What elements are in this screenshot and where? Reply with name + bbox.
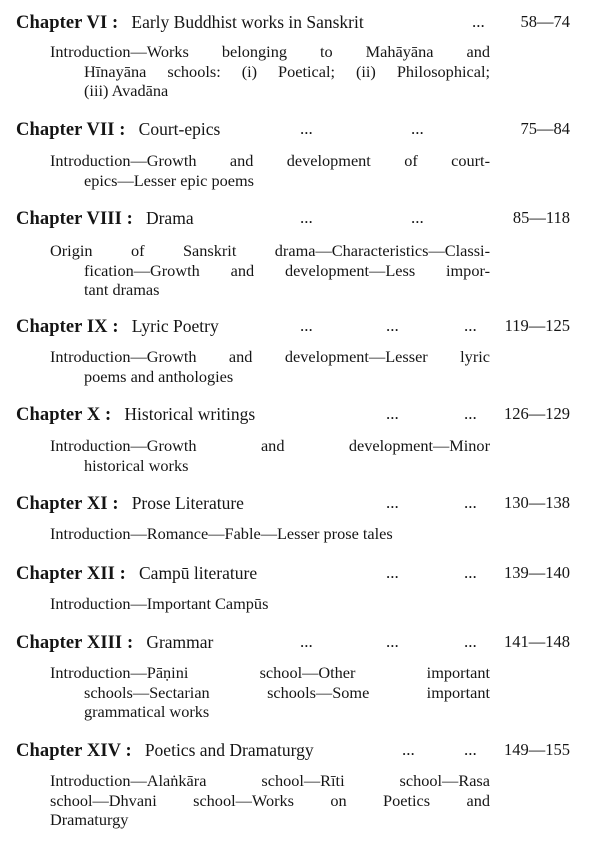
chapter-label: Chapter XIII : [16,633,134,653]
chapter-description [50,347,490,386]
page-range: 130—138 [504,493,570,512]
chapter-description [50,663,490,722]
leader-dots: ... [464,404,477,423]
description-line: epics—Lesser epic poems [84,170,254,190]
description-line: Introduction—Growth and development—Minor [50,436,490,455]
page-range: 141—148 [504,632,570,651]
description-line: Introduction—Alaṅkāra school—Rīti school—Rasa [50,771,490,790]
page-range: 126—129 [504,404,570,423]
page-range: 75—84 [520,119,570,138]
chapter-label: Chapter IX : [16,317,119,337]
chapter-description [50,594,490,614]
description-line: Introduction—Growth and development of court- [50,151,490,170]
description-line: Introduction—Growth and development—Lesser lyric [50,347,490,366]
chapter-label: Chapter VIII : [16,209,133,229]
chapter-title: Court-epics [138,119,221,139]
chapter-description [50,151,490,190]
chapter-heading-row [16,563,590,587]
chapter-description [50,771,490,830]
leader-dots: ... [300,316,313,335]
leader-dots: ... [386,493,399,512]
description-line: Dramaturgy [50,810,129,829]
leader-dots: ... [464,740,477,759]
description-line: schools—Sectarian schools—Some important [84,682,490,702]
description-line: poems and anthologies [84,366,234,386]
leader-dots: ... [386,316,399,335]
description-line: Hīnayāna schools: (i) Poetical; (ii) Philosophical; [84,61,490,81]
leader-dots: ... [300,208,313,227]
leader-dots: ... [464,563,477,582]
chapter-heading-row [16,316,590,340]
chapter-label: Chapter XI : [16,494,119,514]
chapter-description [50,524,480,544]
leader-dots: ... [472,12,485,31]
leader-dots: ... [402,740,415,759]
description-line: tant dramas [84,280,160,299]
leader-dots: ... [464,316,477,335]
chapter-title: Lyric Poetry [131,316,219,336]
leader-dots: ... [386,632,399,651]
leader-dots: ... [464,632,477,651]
leader-dots: ... [411,119,424,138]
chapter-title: Grammar [146,632,214,652]
chapter-label: Chapter XII : [16,564,126,584]
chapter-description [50,436,490,475]
chapter-description [50,42,490,101]
description-line: grammatical works [84,702,210,721]
chapter-label: Chapter XIV : [16,741,132,761]
page-range: 149—155 [504,740,570,759]
description-line: Origin of Sanskrit drama—Characteristics—Classi- [50,241,490,260]
description-line: Introduction—Important Campūs [50,594,269,613]
chapter-heading-row [16,493,590,517]
leader-dots: ... [386,563,399,582]
leader-dots: ... [300,119,313,138]
description-line: (iii) Avadāna [84,81,169,100]
page-range: 119—125 [504,316,570,335]
chapter-heading-row [16,632,590,656]
chapter-description [50,241,490,300]
chapter-title: Poetics and Dramaturgy [144,740,314,760]
description-line: Introduction—Romance—Fable—Lesser prose tales [50,524,393,543]
chapter-title: Campū literature [139,563,258,583]
chapter-title: Historical writings [124,404,256,424]
page-range: 58—74 [520,12,570,31]
description-line: historical works [84,455,189,475]
chapter-label: Chapter X : [16,405,112,425]
leader-dots: ... [386,404,399,423]
leader-dots: ... [464,493,477,512]
chapter-heading-row [16,119,590,143]
chapter-heading-row [16,12,590,36]
chapter-title: Drama [145,208,194,228]
chapter-title: Prose Literature [131,493,244,513]
page-range: 139—140 [504,563,570,582]
chapter-title: Early Buddhist works in Sanskrit [131,12,364,32]
chapter-heading-row [16,208,590,232]
page-range: 85—118 [512,208,570,227]
description-line: Introduction—Pāṇini school—Other important [50,663,490,682]
description-line: Introduction—Works belonging to Mahāyāna and [50,42,490,61]
description-line: fication—Growth and development—Less impor- [84,260,490,280]
chapter-heading-row [16,404,590,428]
chapter-label: Chapter VII : [16,120,126,140]
leader-dots: ... [300,632,313,651]
chapter-label: Chapter VI : [16,13,119,33]
description-line: school—Dhvani school—Works on Poetics and [50,790,490,810]
leader-dots: ... [411,208,424,227]
chapter-heading-row [16,740,590,764]
